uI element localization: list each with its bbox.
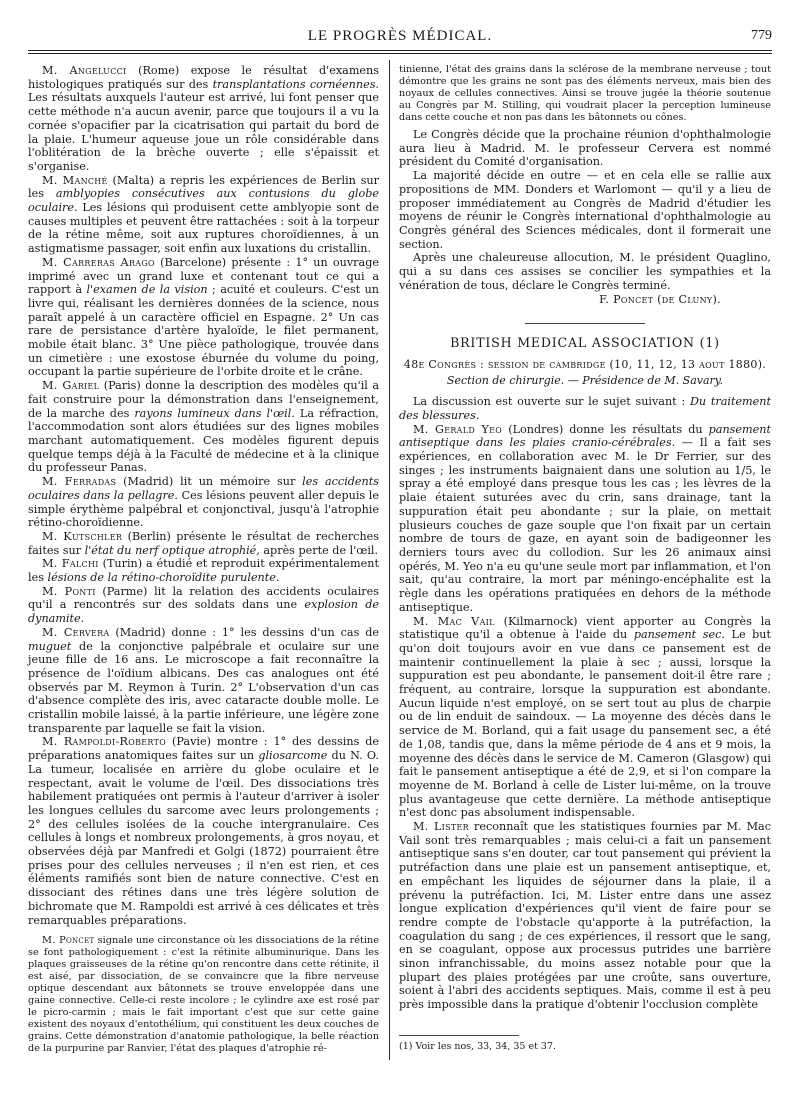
poncet-note xyxy=(28,935,379,1055)
paragraph xyxy=(28,530,379,557)
topic-italic: muguet xyxy=(28,639,72,653)
signature: F. Poncet (de Cluny). xyxy=(599,293,721,307)
topic-italic: l'état du nerf optique atrophié, xyxy=(84,543,260,557)
paragraph xyxy=(399,395,771,422)
paragraph-text: (Turin) a étudié et reproduit expérimentalement les xyxy=(28,557,379,585)
paragraph xyxy=(399,423,771,615)
paragraph xyxy=(28,585,379,626)
paragraph xyxy=(28,557,379,584)
page-number: 779 xyxy=(751,28,772,43)
paragraph: La majorité décide en outre — et en cela elle se rallie aux propositions de MM. Donders et Warlomont — qu'il y a lieu de proposer immédiatement au Congrès de Madrid d'étudier les moyens de réunir le Congrès international d'ophthalmologie au Congrès général des Sciences médicales, dont il formerait une section. xyxy=(399,169,771,251)
paragraph xyxy=(28,174,379,256)
author-name: M. Carreras Arago xyxy=(42,255,155,269)
author-name: M. Ponti xyxy=(42,584,96,598)
paragraph-text: après perte de l'œil. xyxy=(259,543,379,557)
paragraph xyxy=(28,475,379,530)
paragraph xyxy=(28,626,379,736)
section-heading: BRITISH MEDICAL ASSOCIATION (1) xyxy=(450,335,720,351)
topic-italic: rayons lumineux dans l'œil. xyxy=(134,406,295,420)
paragraph-text: (Madrid) lit un mémoire sur xyxy=(116,475,303,489)
paragraph-text: reconnaît que les statistiques fournies par M. Mac Vail sont très remarquables ; mais celui-ci a fait un pansement antiseptique sans s'en douter, car tout pansement qui prévient la putréfaction dans une plaie est un pansement antiseptique, et, en empêchant les liquides de séjourner dans la plaie, il a prévenu la putréfaction. Ici, M. Lister entre dans une assez longue explication d'expériences qu'il vient de faire pour se rendre compte de l'obstacle qu'apporte à la putréfaction, la coagulation du sang ; de ces expériences, il ressort que le sang, en se coagulant, oppose aux processus putrides une barrière sinon infranchissable, du moins assez notable pour que la plupart des plaies protégées par une croûte, sans ouverture, soient à l'abri des accidents septiques. Mais, comme il est à peu près impossible dans la pratique d'obtenir l'occlusion complète xyxy=(399,820,771,1012)
right-column xyxy=(399,64,771,1012)
note-author: M. Poncet xyxy=(42,935,95,947)
topic-italic: amblyopies consécutives aux contusions du globe oculaire. xyxy=(28,187,380,215)
paragraph-text: (Londres) donne les résultats du xyxy=(502,422,709,436)
paragraph-text: (Paris) donne la description des modèles qu'il a fait construire pour la démonstration dans l'enseignement, de la marche des xyxy=(28,379,379,420)
topic-italic: les accidents oculaires dans la pellagre. xyxy=(28,475,379,502)
paragraph-text: Les résultats auxquels l'auteur est arrivé, lui font penser que cette méthode n'a aucun avenir, parce que toujours il a vu la cornée s'opacifier par la cicatrisation qui partait du bord de la plaie. L'humeur aqueuse joue un rôle considérable dans l'oblitération de la brèche ouverte ; elle s'épaissit et s'organise. xyxy=(28,91,379,173)
paragraph xyxy=(28,735,379,927)
paragraph-text: Ces lésions peuvent aller depuis le simple érythème palpébral et conjonctival, jusqu'à l'atrophie rétino-choroïdienne. xyxy=(28,488,379,530)
paragraph xyxy=(399,820,771,1012)
journal-title: LE PROGRÈS MÉDICAL. xyxy=(307,28,493,44)
paragraph-text: (Madrid) donne : 1° les dessins d'un cas de xyxy=(109,625,380,639)
topic-italic: Du traitement des blessures. xyxy=(399,395,771,422)
footnote-rule xyxy=(399,1035,519,1036)
topic-italic: l'examen de la vision xyxy=(86,283,208,297)
author-name: M. Mac Vail xyxy=(413,614,495,628)
note-text: signale une circonstance où les dissociations de la rétine se font pathologiquement : c'est la rétinite albuminurique. Dans les plaques graisseuses de la rétine qu'on rencontre dans cette rétinite, il est aisé, par dissociation, de se convaincre que la fibre nerveuse optique descendant aux bâtonnets se trouve enveloppée dans une gaine connective. Celle-ci reste incolore ; le cylindre axe est rosé par le picro-carmin ; mais le fait important c'est que sur cette gaine existent des noyaux d'entothélium, qui constituent les deux couches de grains. Cette démonstration d'anatomie pathologique, la belle réaction de la purpurine par Ranvier, l'état des plaques d'atrophie ré- xyxy=(28,935,379,1055)
author-name: M. Angelucci xyxy=(42,64,127,77)
paragraph xyxy=(28,379,379,475)
paragraph-text: de la conjonctive palpébrale et oculaire sur une jeune fille de 16 ans. Le microscope a fait reconnaître la présence de l'oïdium albicans. Des cas analogues ont été observés par M. Reymon à Turin. 2° L'observation d'un cas d'absence complète des iris, avec cataracte double molle. Le cristallin mobile laissé, à la partie inférieure, une légère zone transparente par laquelle se fait la vision. xyxy=(28,639,379,735)
topic-italic: pansement antiseptique dans les plaies cranio-cérébrales. xyxy=(399,422,771,450)
paragraph-text: (Malta) a repris les expériences de Berlin sur les xyxy=(28,173,379,201)
paragraph-text: (Berlin) présente le résultat de recherches faites sur xyxy=(28,529,380,557)
note-text: tinienne, l'état des grains dans la sclérose de la membrane nerveuse ; tout démontre que les grains ne sont pas des éléments nerveux, mais bien des noyaux de cellules connectives. Ainsi se trouve jugée la théorie soutenue au Congrès par M. Stilling, qui voudrait placer la perception lumineuse dans cette couche et non pas dans les bâtonnets ou cônes. xyxy=(399,64,771,123)
paragraph-text: — Il a fait ses expériences, en collaboration avec M. le Dr Ferrier, sur des singes ; les instruments baignaient dans une solution au 1/5, le spray a été employé dans presque tous les cas ; les lèvres de la plaie étaient suturées avec du crin, sans drainage, tant la suppuration était peu abondante ; sur la plaie, on mettait plusieurs couches de gaze souple que l'on fixait par un certain nombre de tours de gaze, en ayant soin de badigeonner les derniers tours avec du collodion. Sur les 26 animaux ainsi opérés, M. Yeo n'a eu qu'une seule mort par inflammation, et l'on sait, qu'au contraire, la mort par méningo-encéphalite est la règle dans les opérations pratiquées en dehors de la méthode antiseptique. xyxy=(399,436,771,614)
paragraph-text: La discussion est ouverte sur le sujet suivant : xyxy=(413,395,690,409)
author-name: M. Gariel xyxy=(42,379,100,393)
topic-italic: pansement sec. xyxy=(633,628,725,642)
paragraph-text: Le but qu'on doit toujours avoir en vue dans ce pansement est de maintenir continuellement la plaie à sec ; aussi, lorsque la suppuration est peu abondante, le pansement doit-il être rare ; fréquent, au contraire, lorsque la suppuration est abondante. Aucun liquide n'est employé, on se sert tout au plus de charpie ou de lin enduit de saindoux. — La moyenne des décès dans le service de M. Borland, qui a fait usage du pansement sec, a été de 1,08, tandis que, dans la même période de 4 ans et 9 mois, la moyenne des décès dans le service de M. Cameron (Glasgow) qui fait le pansement antiseptique a été de 2,9, et si l'on compare la moyenne de M. Borland à celle de Lister lui-même, on la trouve plus avantageuse que cette dernière. La méthode antiseptique n'est donc pas absolument indispensable. xyxy=(399,628,771,820)
topic-italic: explosion de dynamite. xyxy=(28,598,379,626)
section-rule xyxy=(525,323,645,324)
paragraph xyxy=(399,615,771,821)
running-header xyxy=(28,28,772,48)
paragraph-text: (Kilmarnock) vient apporter au Congrès la statistique qu'il a obtenue à l'aide du xyxy=(399,614,771,642)
paragraph-text: du N. O. La tumeur, localisée en arrière du globe oculaire et le respectant, avait le volume de l'œil. Des dissociations très habilement pratiquées ont permis à l'auteur d'arriver à isoler les longues cellules du sarcome avec leurs prolongements ; 2° des cellules isolées de la couche intergranulaire. Ces cellules à longs et nombreux prolongements, à gros noyau, et observées déjà par Manfredi et Golgi (1872) pourraient être prises pour des cellules nerveuses ; il n'en est rien, et ces éléments ramifiés sont bien de nature connective. C'est en dissociant des rétines dans une très légère solution de bichromate que M. Rampoldi est arrivé à ces délicates et très remarquables préparations. xyxy=(28,749,379,927)
author-name: M. Cervera xyxy=(42,625,110,639)
column-divider xyxy=(389,60,390,1060)
paragraph-text: (Parme) lit la relation des accidents oculaires qu'il a rencontrés sur des soldats dans une xyxy=(28,584,379,612)
footnote: (1) Voir les nos, 33, 34, 35 et 37. xyxy=(399,1041,557,1052)
paragraph-text: ; acuité et couleurs. C'est un livre qui, réalisant les dernières données de la science, nous paraît appelé à un caractère officiel en Espagne. 2° Un cas rare de persistance d'artère hyaloïde, le filet permanent, mobile était blanc. 3° Une pièce pathologique, trouvée dans un cimetière : une exostose éburnée du volume du poing, occupant la partie supérieure de l'orbite droite et le crâne. xyxy=(28,283,380,379)
author-name: M. Lister xyxy=(413,820,470,834)
author-name: M. Manché xyxy=(42,173,108,187)
paragraph-text: (Barcelone) présente : 1° un ouvrage imprimé avec un grand luxe et contenant tout ce qui a rapport à xyxy=(28,255,379,297)
paragraph-text: (Pavie) montre : 1° des dessins de préparations anatomiques faites sur un xyxy=(28,735,379,763)
header-rule xyxy=(28,53,772,54)
poncet-note-continued xyxy=(399,64,771,124)
section-chair: Section de chirurgie. — Présidence de M. Savary. xyxy=(446,373,724,387)
topic-italic: transplantations cornéennes. xyxy=(212,77,379,91)
paragraph-text: Les lésions qui produisent cette amblyopie sont de causes multiples et peuvent être rattachées : soit à la torpeur de la rétine même, soit aux ruptures choroïdiennes, à un astigmatisme passager, soit enfin aux luxations du cristallin. xyxy=(28,201,379,256)
paragraph-text: La réfraction, l'accommodation sont alors étudiées sur des lignes mobiles marchant automatiquement. Ces modèles figurent depuis quelque temps déjà à la Faculté de médecine et à la clinique du professeur Panas. xyxy=(28,406,379,475)
topic-italic: lésions de la rétino-choroïdite purulente. xyxy=(47,571,280,585)
author-name: M. Gerald Yeo xyxy=(413,422,503,436)
paragraph-text: (Rome) expose le résultat d'examens histologiques pratiqués sur des xyxy=(28,64,379,91)
paragraph: Après une chaleureuse allocution, M. le président Quaglino, qui a su dans ces assises se concilier les sympathies et la vénération de tous, déclare le Congrès terminé. xyxy=(399,251,771,292)
paragraph xyxy=(28,256,379,379)
author-name: M. Rampoldi-Roberto xyxy=(42,735,167,749)
author-name: M. Ferradas xyxy=(42,475,117,489)
left-column xyxy=(28,64,379,1055)
topic-italic: gliosarcome xyxy=(258,749,328,763)
author-name: M. Kutschler xyxy=(42,529,123,543)
paragraph xyxy=(28,64,379,174)
header-rule xyxy=(28,50,772,51)
author-name: M. Falchi xyxy=(42,557,99,571)
paragraph: Le Congrès décide que la prochaine réunion d'ophthalmologie aura lieu à Madrid. M. le professeur Cervera est nommé président du Comité d'organisation. xyxy=(399,128,771,169)
section-subtitle: 48e Congrès : session de cambridge (10, 11, 12, 13 aout 1880). xyxy=(403,357,767,371)
